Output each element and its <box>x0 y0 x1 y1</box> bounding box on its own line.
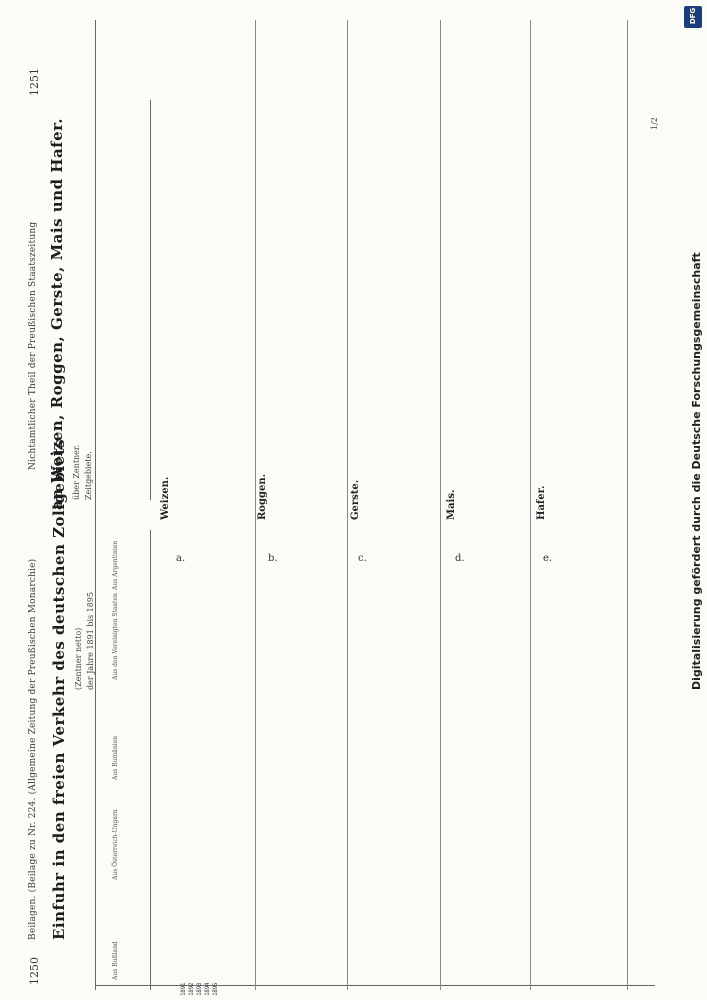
section-letter-c: c. <box>358 553 367 564</box>
page-number-right: 1251 <box>28 68 41 96</box>
section-letter-e: e. <box>543 553 553 564</box>
section-letter-a: a. <box>176 553 186 564</box>
right-footer-mark: 1/2 <box>650 117 659 130</box>
grain-mais: Mais. <box>446 489 457 520</box>
title-left: Einfuhr in den freien Verkehr des deutschen Zollgebiets <box>50 438 68 940</box>
grain-hafer: Hafer. <box>536 485 547 520</box>
year-label-1891: 1891 <box>180 982 187 996</box>
subtitle-left-2: der Jahre 1891 bis 1895 <box>86 591 95 690</box>
col-group-3: Aus Rumänien <box>112 735 119 780</box>
table-rule-bottom-left <box>95 985 655 986</box>
subtitle-right-2: Zeitgebiete. <box>84 451 93 500</box>
title-right: an Weizen, Roggen, Gerste, Mais und Hafer. <box>48 118 66 510</box>
grain-roggen: Roggen. <box>257 473 268 520</box>
dfg-credit: Digitalisierung gefördert durch die Deutsche Forschungsgemeinschaft <box>690 252 703 690</box>
table-rule-outer <box>95 20 96 990</box>
page-number-left: 1250 <box>28 957 41 985</box>
year-label-1892: 1892 <box>188 982 195 996</box>
grain-weizen: Weizen. <box>160 476 171 520</box>
subtitle-left-1: (Zentner netto) <box>74 627 83 690</box>
section-divider-5 <box>627 20 628 990</box>
grain-gerste: Gerste. <box>350 479 361 520</box>
running-head-right: Nichtamtlicher Theil der Preußischen Staatszeitung <box>28 221 38 470</box>
col-group-4: Aus den Vereinigten Staaten <box>112 593 119 680</box>
table-rule-header-right <box>150 100 151 500</box>
subtitle-right-1: über Zentner. <box>72 444 81 500</box>
section-letter-b: b. <box>268 553 278 564</box>
running-head-left: Beilagen. (Beilage zu Nr. 224. (Allgemeine Zeitung der Preußischen Monarchie) <box>28 558 38 940</box>
col-group-1: Aus Rußland <box>112 941 119 980</box>
section-divider-3 <box>440 20 441 990</box>
col-group-2: Aus Österreich-Ungarn <box>112 809 119 880</box>
table-rule-header-left <box>150 530 151 990</box>
section-divider-2 <box>347 20 348 990</box>
section-divider-4 <box>530 20 531 990</box>
section-letter-d: d. <box>455 553 465 564</box>
year-label-1895: 1895 <box>212 982 219 996</box>
year-label-1893: 1893 <box>196 982 203 996</box>
year-label-1894: 1894 <box>204 982 211 996</box>
dfg-logo: DFG <box>684 6 702 28</box>
col-group-5: Aus Argentinien <box>112 540 119 590</box>
section-divider-1 <box>255 20 256 990</box>
